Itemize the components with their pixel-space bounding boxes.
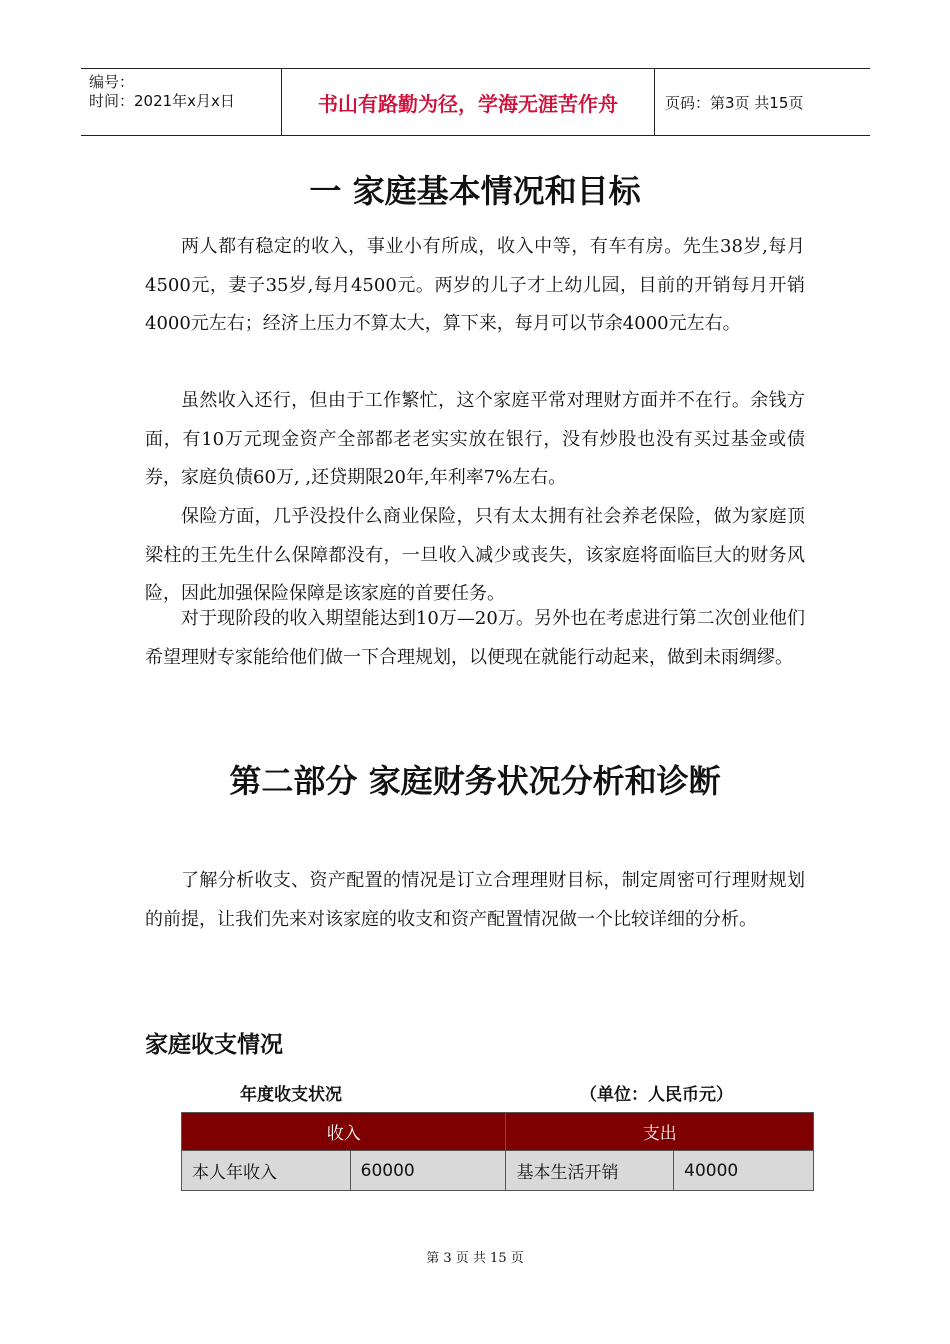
income-header: 收入: [182, 1113, 506, 1151]
section1-paragraph-1: 两人都有稳定的收入，事业小有所成，收入中等，有车有房。先生38岁,每月4500元，妻子35岁,每月4500元。两岁的儿子才上幼儿园，目前的开销每月开销4000元左右；经济上压力不算太大，算下来，每月可以节余4000元左右。: [145, 236, 805, 334]
income-value: 60000: [350, 1151, 506, 1191]
expense-item: 基本生活开销: [506, 1151, 674, 1191]
subheading-income-expense: 家庭收支情况: [145, 1032, 283, 1058]
income-expense-table: [181, 1112, 814, 1191]
section1-title: 一 家庭基本情况和目标: [309, 172, 641, 210]
page-footer: 第 3 页 共 15 页: [426, 1251, 524, 1266]
expense-header: 支出: [506, 1113, 814, 1151]
page-header: [81, 68, 870, 136]
section1-paragraph-3: 保险方面，几乎没投什么商业保险，只有太太拥有社会养老保险，做为家庭顶梁柱的王先生什么保障都没有，一旦收入减少或丧失，该家庭将面临巨大的财务风险，因此加强保险保障是该家庭的首要任务。: [145, 506, 805, 604]
header-meta: [81, 69, 282, 135]
section1-paragraph-4: 对于现阶段的收入期望能达到10万—20万。另外也在考虑进行第二次创业他们希望理财专家能给他们做一下合理规划，以便现在就能行动起来，做到未雨绸缪。: [145, 608, 805, 668]
expense-value: 40000: [674, 1151, 814, 1191]
section2-title: 第二部分 家庭财务状况分析和诊断: [229, 762, 721, 800]
header-motto: 书山有路勤为径，学海无涯苦作舟: [282, 69, 655, 135]
section1-paragraph-2: 虽然收入还行，但由于工作繁忙，这个家庭平常对理财方面并不在行。余钱方面，有10万元现金资产全部都老老实实放在银行，没有炒股也没有买过基金或债券，家庭负债60万, ,还贷期限20年,年利率7%左右。: [145, 390, 805, 488]
section2-paragraph: 了解分析收支、资产配置的情况是订立合理理财目标，制定周密可行理财规划的前提，让我们先来对该家庭的收支和资产配置情况做一个比较详细的分析。: [145, 870, 805, 930]
header-number-label: 编号：: [89, 73, 135, 91]
table-row: [182, 1151, 814, 1191]
table-unit: （单位：人民币元）: [580, 1085, 733, 1105]
income-item: 本人年收入: [182, 1151, 351, 1191]
table-caption: 年度收支状况: [240, 1085, 342, 1105]
header-time-label: 时间：2021年x月x日: [89, 92, 235, 110]
table-header-row: [182, 1113, 814, 1151]
header-page-label: 页码：第3页 共15页: [665, 93, 804, 112]
